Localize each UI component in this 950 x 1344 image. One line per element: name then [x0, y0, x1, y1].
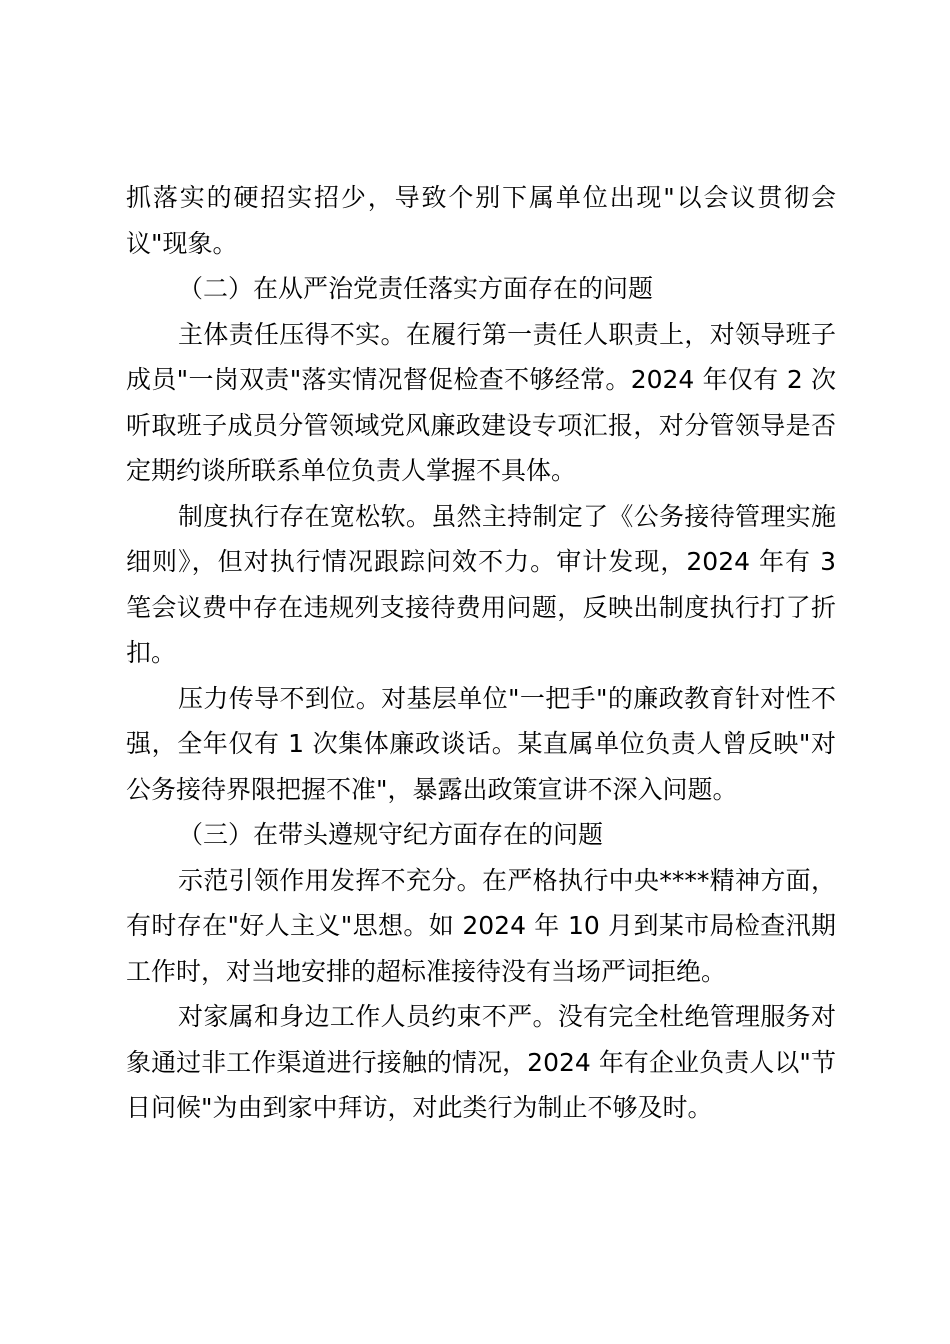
paragraph-system-execution: 制度执行存在宽松软。虽然主持制定了《公务接待管理实施细则》，但对执行情况跟踪问效不力。审计发现，2024 年有 3 笔会议费中存在违规列支接待费用问题，反映出制度执行打了折扣。	[126, 501, 836, 667]
paragraph-family-constraint: 对家属和身边工作人员约束不严。没有完全杜绝管理服务对象通过非工作渠道进行接触的情况，2024 年有企业负责人以"节日问候"为由到家中拜访，对此类行为制止不够及时。	[126, 1002, 836, 1122]
paragraph-continuation: 抓落实的硬招实招少，导致个别下属单位出现"以会议贯彻会议"现象。	[126, 183, 836, 258]
paragraph-main-responsibility: 主体责任压得不实。在履行第一责任人职责上，对领导班子成员"一岗双责"落实情况督促检查不够经常。2024 年仅有 2 次听取班子成员分管领域党风廉政建设专项汇报，对分管领导是否定期约谈所联系单位负责人掌握不具体。	[126, 319, 836, 485]
section-heading-3: （三）在带头遵规守纪方面存在的问题	[178, 820, 604, 849]
document-body	[126, 175, 836, 1131]
paragraph-pressure-transmission: 压力传导不到位。对基层单位"一把手"的廉政教育针对性不强，全年仅有 1 次集体廉政谈话。某直属单位负责人曾反映"对公务接待界限把握不准"，暴露出政策宣讲不深入问题。	[126, 683, 836, 804]
section-heading-2: （二）在从严治党责任落实方面存在的问题	[178, 274, 654, 303]
paragraph-exemplary-role: 示范引领作用发挥不充分。在严格执行中央****精神方面，有时存在"好人主义"思想。如 2024 年 10 月到某市局检查汛期工作时，对当地安排的超标准接待没有当场严词拒绝。	[126, 865, 836, 986]
